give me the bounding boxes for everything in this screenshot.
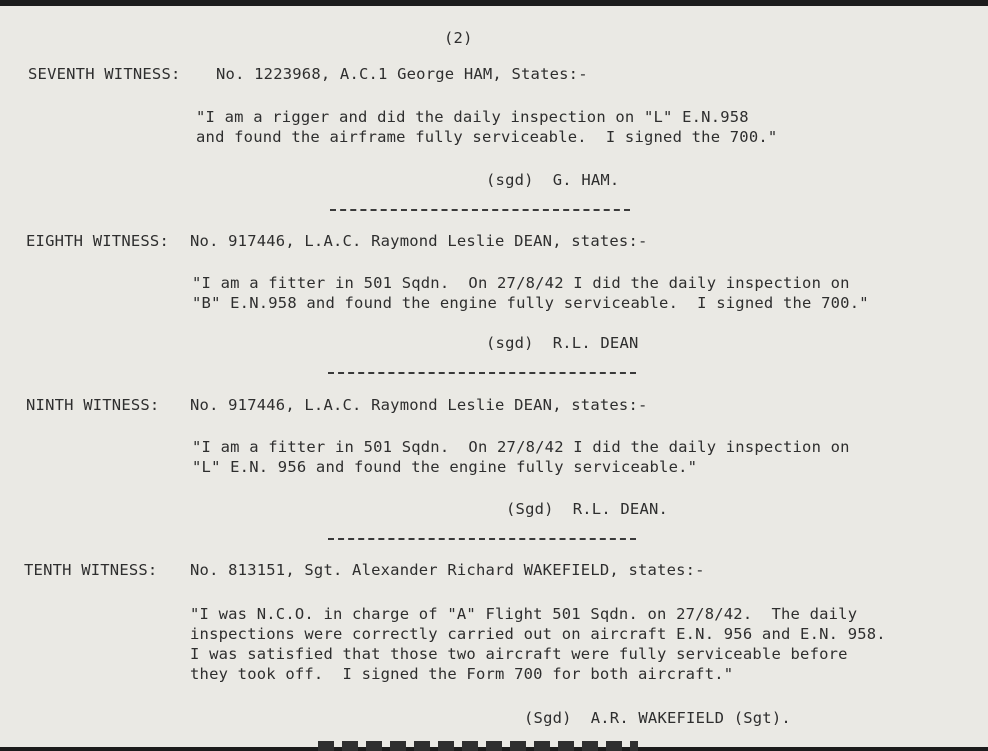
document-page (0, 6, 988, 747)
witness-intro: No. 1223968, A.C.1 George HAM, States:- (216, 65, 588, 83)
statement-line: I was satisfied that those two aircraft were fully serviceable before (190, 645, 848, 663)
witness-label: SEVENTH WITNESS: (28, 65, 181, 83)
witness-intro: No. 917446, L.A.C. Raymond Leslie DEAN, states:- (190, 396, 648, 414)
signature: (sgd) G. HAM. (486, 171, 620, 189)
statement-line: they took off. I signed the Form 700 for both aircraft." (190, 665, 734, 683)
statement-line: "I was N.C.O. in charge of "A" Flight 501 Sqdn. on 27/8/42. The daily (190, 605, 858, 623)
signature: (Sgd) A.R. WAKEFIELD (Sgt). (524, 709, 791, 727)
separator (328, 372, 636, 374)
statement-line: "I am a rigger and did the daily inspection on "L" E.N.958 (196, 108, 749, 126)
separator (330, 209, 630, 211)
witness-label: NINTH WITNESS: (26, 396, 160, 414)
witness-intro: No. 813151, Sgt. Alexander Richard WAKEFIELD, states:- (190, 561, 705, 579)
signature: (Sgd) R.L. DEAN. (506, 500, 669, 518)
signature: (sgd) R.L. DEAN (486, 334, 639, 352)
witness-intro: No. 917446, L.A.C. Raymond Leslie DEAN, states:- (190, 232, 648, 250)
statement-line: "I am a fitter in 501 Sqdn. On 27/8/42 I did the daily inspection on (192, 274, 850, 292)
statement-line: "B" E.N.958 and found the engine fully serviceable. I signed the 700." (192, 294, 869, 312)
statement-line: inspections were correctly carried out on aircraft E.N. 956 and E.N. 958. (190, 625, 886, 643)
separator (328, 538, 636, 540)
statement-line: "I am a fitter in 501 Sqdn. On 27/8/42 I did the daily inspection on (192, 438, 850, 456)
separator (318, 741, 638, 751)
witness-label: EIGHTH WITNESS: (26, 232, 169, 250)
statement-line: and found the airframe fully serviceable. I signed the 700." (196, 128, 778, 146)
statement-line: "L" E.N. 956 and found the engine fully serviceable." (192, 458, 698, 476)
page-number: (2) (444, 29, 473, 47)
witness-label: TENTH WITNESS: (24, 561, 158, 579)
